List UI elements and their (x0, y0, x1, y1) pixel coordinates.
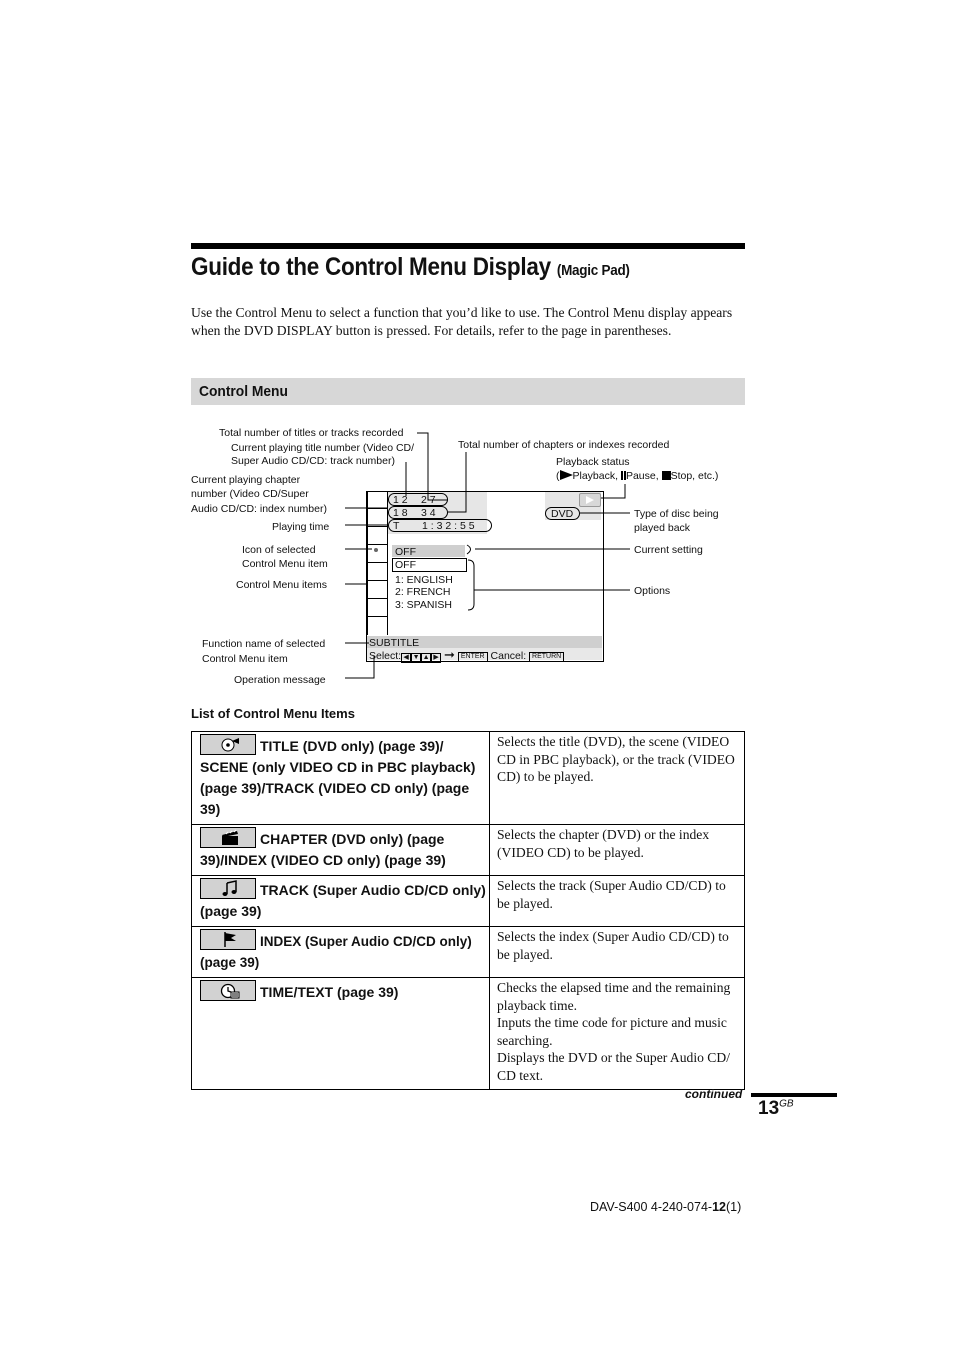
label-playback-status-detail: ( Playback, Pause, Stop, etc.) (556, 470, 719, 482)
item-description: Inputs the time code for picture and music searching. (497, 1015, 727, 1048)
table-row (192, 825, 745, 876)
then-arrow-icon: ➞ (444, 647, 455, 662)
label-icon-selected-2: Control Menu item (242, 558, 328, 570)
item-name: TRACK (Super Audio CD/CD only) (page 39) (200, 882, 486, 919)
continued-rule (751, 1093, 837, 1097)
page-suffix: GB (779, 1098, 794, 1110)
osd-function-name: SUBTITLE (369, 637, 420, 649)
up-arrow-icon: ▲ (422, 654, 430, 661)
label-playing-time: Playing time (272, 521, 330, 533)
item-description-cell (490, 825, 745, 876)
label-total-chapters: Total number of chapters or indexes recorded (458, 439, 670, 451)
item-name: TIME/TEXT (page 39) (260, 984, 399, 1000)
page-title-suffix: (Magic Pad) (556, 262, 630, 279)
continued-label: continued (685, 1087, 743, 1101)
label-current-chapter-3: Audio CD/CD: index number) (191, 503, 327, 515)
osd-playing-time: 1 : 3 2 : 5 5 (422, 520, 475, 532)
item-name-cell (192, 732, 490, 825)
music-note-icon (200, 878, 256, 899)
page-number: $13^{GB}$ (758, 1098, 794, 1119)
item-name: CHAPTER (DVD only) (page 39)/INDEX (VIDEO CD only) (page 39) (200, 831, 446, 868)
right-arrow-icon: ▶ (431, 653, 441, 663)
label-function-name-1: Function name of selected (202, 638, 326, 650)
return-key: RETURN (529, 652, 564, 662)
osd-disc-type: DVD (551, 508, 574, 520)
item-name-cell (192, 978, 490, 1090)
control-menu-table (191, 731, 745, 1090)
label-operation-message: Operation message (234, 674, 326, 686)
left-arrow-icon: ◀ (401, 653, 411, 663)
flag-icon (200, 929, 256, 950)
item-description-cell (490, 876, 745, 927)
label-current-setting: Current setting (634, 544, 703, 556)
item-name: TITLE (DVD only) (page 39)/ SCENE (only VIDEO CD in PBC playback) (page 39)/TRACK (VIDEO CD only) (page 39) (200, 738, 476, 817)
label-function-name-2: Control Menu item (202, 653, 288, 665)
label-total-titles: Total number of titles or tracks recorded (219, 427, 404, 439)
title-disc-icon (200, 734, 256, 755)
table-row (192, 978, 745, 1090)
list-title: List of Control Menu Items (191, 706, 355, 721)
table-row (192, 927, 745, 978)
item-description: Selects the chapter (DVD) or the index (VIDEO CD) to be played. (497, 827, 710, 860)
osd-option: 1: ENGLISH (395, 574, 453, 586)
item-description: Selects the track (Super Audio CD/CD) to be played. (497, 878, 726, 911)
item-description: Displays the DVD or the Super Audio CD/ CD text. (497, 1050, 730, 1083)
osd-title-number: 1 2 (393, 494, 408, 506)
label-disc-type-2: played back (634, 522, 691, 534)
item-description-cell (490, 732, 745, 825)
item-description: Selects the index (Super Audio CD/CD) to be played. (497, 929, 729, 962)
table-row (192, 876, 745, 927)
clock-text-icon (200, 980, 256, 1001)
label-current-title-1: Current playing title number (Video CD/ (231, 442, 415, 454)
down-arrow-icon: ▼ (412, 654, 420, 661)
osd-option: 3: SPANISH (395, 599, 452, 611)
item-name-cell (192, 876, 490, 927)
table-row (192, 732, 745, 825)
osd-time-prefix: T (393, 520, 400, 532)
osd-option: OFF (395, 559, 416, 571)
label-disc-type-1: Type of disc being (634, 508, 719, 520)
osd-current-setting: OFF (395, 546, 416, 558)
item-name-cell (192, 927, 490, 978)
label-playback-status: Playback status (556, 456, 630, 468)
osd-title-total: 2 7 (421, 494, 436, 506)
enter-key: ENTER (458, 652, 488, 662)
item-description: Checks the elapsed time and the remaining playback time. (497, 980, 731, 1013)
osd-chapter-total: 3 4 (421, 507, 436, 519)
label-control-menu-items: Control Menu items (236, 579, 328, 591)
label-current-chapter-1: Current playing chapter (191, 474, 301, 486)
label-current-title-2: Super Audio CD/CD: track number) (231, 455, 395, 467)
section-title: Control Menu (199, 383, 288, 400)
item-name: INDEX (Super Audio CD/CD only) (page 39) (200, 934, 472, 970)
item-name-cell (192, 825, 490, 876)
item-description-cell (490, 927, 745, 978)
osd-operation-message: Select: ◀ ▼ ▲ ▶ ➞ ENTER Cancel: RETURN (369, 649, 564, 663)
item-description: Selects the title (DVD), the scene (VIDEO CD in PBC playback), or the track (VIDEO CD) to be played. (497, 734, 735, 785)
clapperboard-icon (200, 827, 256, 848)
label-icon-selected-1: Icon of selected (242, 544, 316, 556)
page-title-text: Guide to the Control Menu Display (191, 253, 551, 281)
osd-chapter-number: 1 8 (393, 507, 408, 519)
intro-paragraph: Use the Control Menu to select a function that you’d like to use. The Control Menu display appears when the DVD DISPLAY button is pressed. For details, refer to the page in parentheses. (191, 305, 733, 338)
document-code: DAV-S400 4-240-074-12(1) (590, 1200, 742, 1214)
label-current-chapter-2: number (Video CD/Super (191, 488, 309, 500)
osd-option: 2: FRENCH (395, 586, 451, 598)
item-description-cell (490, 978, 745, 1090)
label-options: Options (634, 585, 671, 597)
